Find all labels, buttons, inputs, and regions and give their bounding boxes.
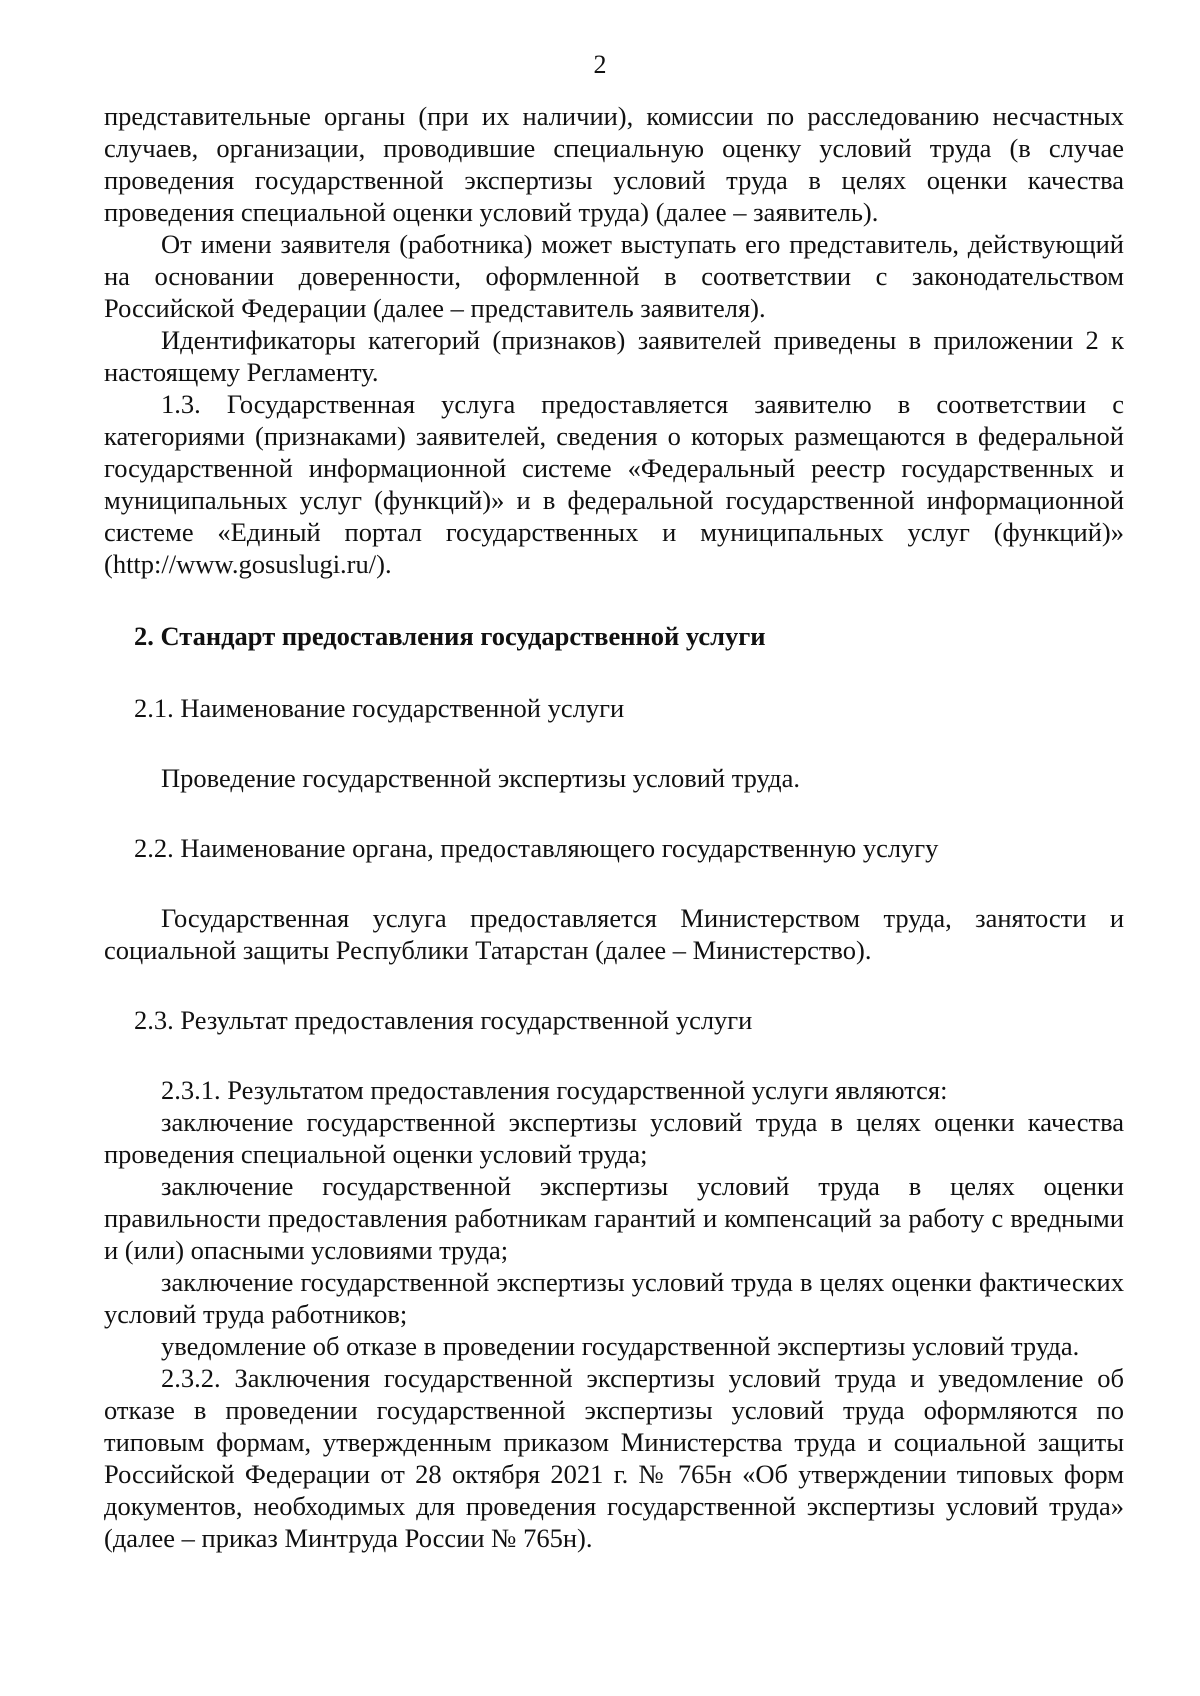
subsection-heading-2-1: 2.1. Наименование государственной услуги — [134, 693, 625, 723]
paragraph-representative: От имени заявителя (работника) может выступать его представитель, действующий на основании доверенности, оформленной в соответствии с законодательством Российской Федерации (далее – представитель заявителя). — [104, 229, 1124, 323]
subsection-heading-2-2: 2.2. Наименование органа, предоставляющего государственную услугу — [134, 833, 939, 863]
paragraph-applicants: представительные органы (при их наличии), комиссии по расследованию несчастных случаев, организации, проводившие специальную оценку условий труда (в случае проведения государственной экспертизы условий труда в целях оценки качества проведения специальной оценки условий труда) (далее – заявитель). — [104, 101, 1124, 227]
paragraph-2-3-2: 2.3.2. Заключения государственной экспертизы условий труда и уведомление об отказе в проведении государственной экспертизы условий труда оформляются по типовым формам, утвержденным приказом Министерства труда и социальной защиты Российской Федерации от 28 октября 2021 г. № 765н «Об утверждении типовых форм документов, необходимых для проведения государственной экспертизы условий труда» (далее – приказ Минтруда России № 765н). — [104, 1363, 1124, 1553]
page-number: 2 — [593, 50, 607, 79]
paragraph-1-3: 1.3. Государственная услуга предоставляется заявителю в соответствии с категориями (признаками) заявителей, сведения о которых размещаются в федеральной государственной информационной системе «Федеральный реестр государственных и муниципальных услуг (функций)» и в федеральной государственной информационной системе «Единый портал государственных и муниципальных услуг (функций)» (http://www.gosuslugi.ru/). — [104, 389, 1124, 579]
paragraph-identifiers: Идентификаторы категорий (признаков) заявителей приведены в приложении 2 к настоящему Регламенту. — [104, 325, 1124, 387]
paragraph-2-3-1-d: уведомление об отказе в проведении государственной экспертизы условий труда. — [161, 1331, 1080, 1361]
paragraph-2-3-1-c: заключение государственной экспертизы условий труда в целях оценки фактических условий труда работников; — [104, 1267, 1124, 1329]
paragraph-2-3-1-b: заключение государственной экспертизы условий труда в целях оценки правильности предоставления работникам гарантий и компенсаций за работу с вредными и (или) опасными условиями труда; — [104, 1171, 1124, 1265]
document-body — [104, 100, 1124, 1554]
paragraph-2-3-1: 2.3.1. Результатом предоставления государственной услуги являются: — [161, 1075, 948, 1105]
paragraph-2-2: Государственная услуга предоставляется Министерством труда, занятости и социальной защиты Республики Татарстан (далее – Министерство). — [104, 903, 1124, 965]
paragraph-2-3-1-a: заключение государственной экспертизы условий труда в целях оценки качества проведения специальной оценки условий труда; — [104, 1107, 1124, 1169]
section-heading-2: 2. Стандарт предоставления государственной услуги — [134, 621, 766, 651]
subsection-heading-2-3: 2.3. Результат предоставления государственной услуги — [134, 1005, 753, 1035]
paragraph-2-1: Проведение государственной экспертизы условий труда. — [161, 763, 800, 793]
